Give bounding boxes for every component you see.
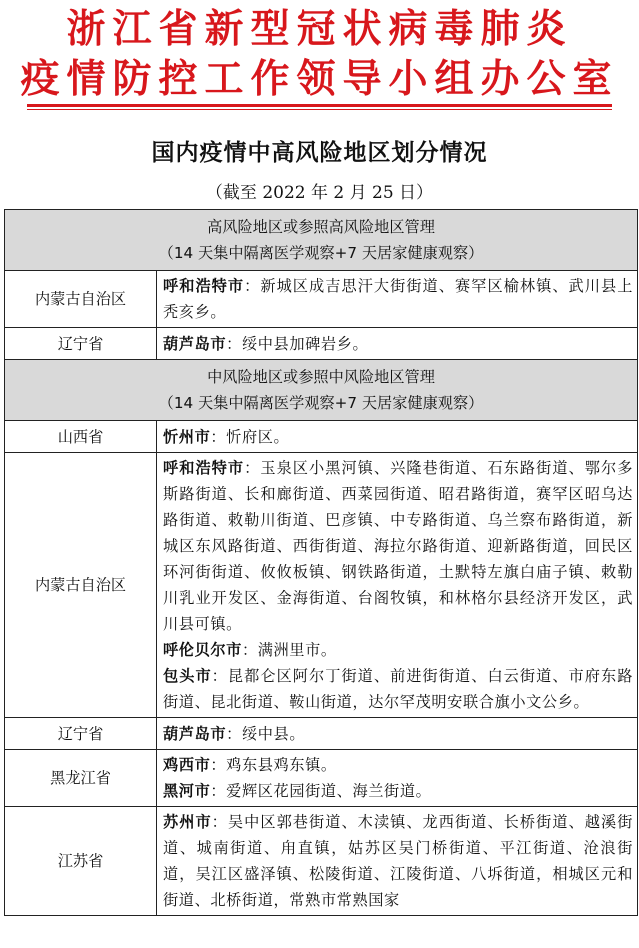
area-list: 忻府区。 [226, 427, 290, 446]
separator: ： [210, 427, 227, 446]
city-entry [163, 637, 633, 663]
city-entry [163, 663, 633, 715]
area-list: 鸡东县鸡东镇。 [226, 756, 337, 774]
separator: ： [241, 641, 258, 659]
area-list: 爱辉区花园街道、海兰街道。 [226, 782, 432, 800]
areas-cell [157, 453, 638, 718]
area-list: 昆都仑区阿尔丁街道、前进街街道、白云街道、市府东路街道、昆北街道、鞍山街道，达尔罕茂明安联合旗小文公乡。 [163, 667, 633, 711]
city-entry [163, 331, 633, 357]
section-header-medium [5, 360, 638, 421]
city-entry [163, 778, 633, 804]
city-name: 呼和浩特市 [163, 277, 245, 295]
section-note-medium: （14 天集中隔离医学观察+7 天居家健康观察） [158, 394, 484, 412]
letterhead [0, 0, 639, 104]
section-heading-medium: 中风险地区或参照中风险地区管理 [207, 368, 435, 386]
areas-cell [157, 807, 638, 916]
letterhead-divider [27, 104, 612, 107]
section-heading-high: 高风险地区或参照高风险地区管理 [207, 218, 435, 236]
areas-cell [157, 328, 638, 360]
city-entry [163, 455, 633, 637]
city-entry [163, 809, 633, 913]
separator: ： [244, 277, 261, 295]
table-row [5, 421, 638, 453]
area-list: 新城区成吉思汗大街街道、赛罕区榆林镇、武川县上秃亥乡。 [163, 277, 633, 321]
separator: ： [211, 813, 228, 831]
city-entry [163, 721, 633, 747]
city-name: 黑河市 [163, 782, 211, 800]
province-cell: 江苏省 [5, 807, 157, 916]
risk-area-table [4, 209, 638, 916]
separator: ： [210, 756, 227, 774]
city-name: 包头市 [163, 667, 212, 685]
table-row [5, 453, 638, 718]
areas-cell [157, 750, 638, 807]
separator: ： [244, 459, 261, 477]
city-name: 忻州市 [163, 427, 211, 446]
table-row [5, 328, 638, 360]
city-name: 呼伦贝尔市 [163, 641, 242, 659]
separator: ： [226, 724, 242, 743]
areas-cell [157, 718, 638, 750]
table-row [5, 750, 638, 807]
city-name: 鸡西市 [163, 756, 211, 774]
section-note-high: （14 天集中隔离医学观察+7 天居家健康观察） [158, 244, 484, 262]
province-cell: 辽宁省 [5, 328, 157, 360]
areas-cell [157, 421, 638, 453]
section-header-high [5, 210, 638, 271]
table-row [5, 718, 638, 750]
province-cell: 内蒙古自治区 [5, 271, 157, 328]
letterhead-divider-thin [27, 109, 612, 110]
letterhead-line-1: 浙江省新型冠状病毒肺炎 [66, 6, 573, 52]
city-entry [163, 273, 633, 325]
separator: ： [211, 667, 228, 685]
document-date: （截至 2022 年 2 月 25 日） [205, 183, 434, 203]
separator: ： [226, 334, 242, 353]
area-list: 玉泉区小黑河镇、兴隆巷街道、石东路街道、鄂尔多斯路街道、长和廊街道、西菜园街道、昭君路街道，赛罕区昭乌达路街道、敕勒川街道、巴彦镇、中专路街道、乌兰察布路街道，新城区东风路街道、西街街道、海拉尔路街道、迎新路街道，回民区环河街街道、攸攸板镇、钢铁路街道，土默特左旗白庙子镇、敕勒川乳业开发区、金海街道、台阁牧镇，和林格尔县经济开发区，武川县可镇。 [163, 459, 633, 633]
province-cell: 辽宁省 [5, 718, 157, 750]
table-row [5, 271, 638, 328]
separator: ： [210, 782, 227, 800]
city-name: 葫芦岛市 [163, 724, 227, 743]
province-cell: 内蒙古自治区 [5, 453, 157, 718]
area-list: 吴中区郭巷街道、木渎镇、龙西街道、长桥街道、越溪街道、城南街道、甪直镇，姑苏区吴门桥街道、平江街道、沧浪街道，吴江区盛泽镇、松陵街道、江陵街道、八坼街道，相城区元和街道、北桥街道，常熟市常熟国家 [163, 813, 633, 909]
province-cell: 黑龙江省 [5, 750, 157, 807]
area-list: 绥中县。 [241, 724, 306, 743]
area-list: 绥中县加碑岩乡。 [241, 334, 369, 353]
letterhead-line-2: 疫情防控工作领导小组办公室 [20, 56, 619, 102]
table-row [5, 807, 638, 916]
section-header-medium-cell [5, 360, 638, 421]
city-name: 苏州市 [163, 813, 212, 831]
city-name: 呼和浩特市 [163, 459, 245, 477]
province-cell: 山西省 [5, 421, 157, 453]
city-entry [163, 752, 633, 778]
section-header-high-cell [5, 210, 638, 271]
areas-cell [157, 271, 638, 328]
city-name: 葫芦岛市 [163, 334, 227, 353]
document-title: 国内疫情中高风险地区划分情况 [151, 139, 488, 166]
area-list: 满洲里市。 [257, 641, 337, 659]
city-entry [163, 424, 633, 450]
